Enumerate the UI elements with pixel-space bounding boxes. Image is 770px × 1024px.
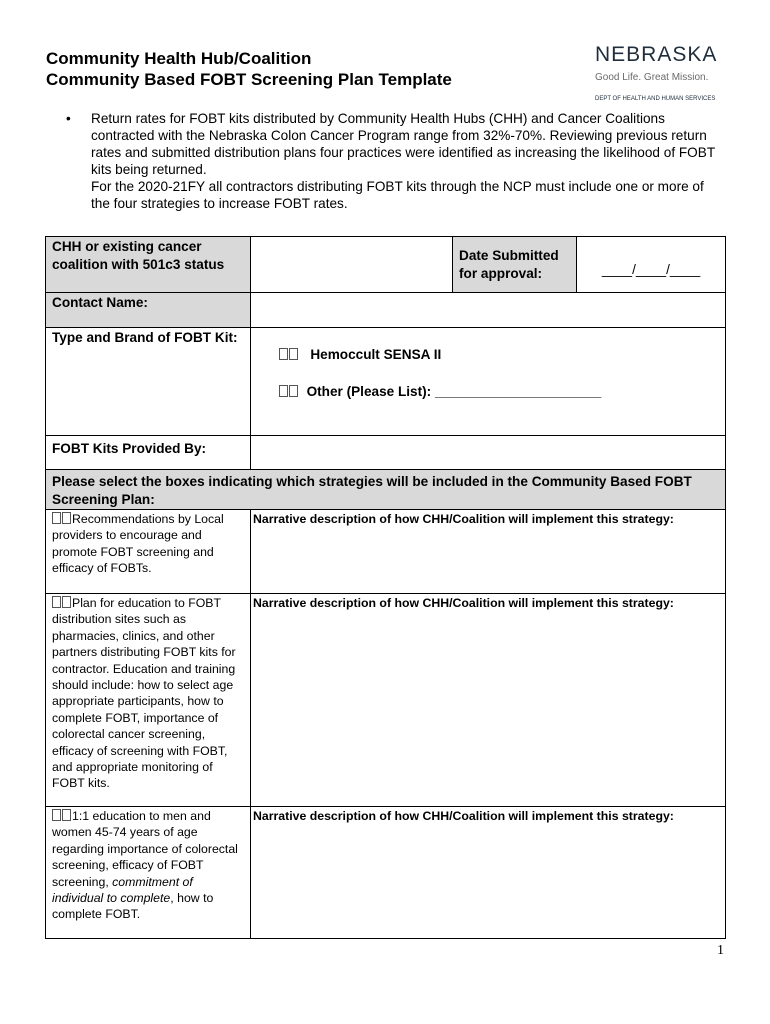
logo-department: DEPT OF HEALTH AND HUMAN SERVICES xyxy=(595,96,716,102)
strategy-row-3 xyxy=(46,807,726,939)
kit-option-2-label: Other (Please List): ______________________ xyxy=(306,384,602,399)
contact-name-field[interactable] xyxy=(251,293,726,328)
chh-name-field[interactable] xyxy=(251,237,453,293)
checkbox-icon xyxy=(289,348,298,360)
checkbox-icon[interactable] xyxy=(279,348,288,360)
checkbox-icon xyxy=(62,809,71,821)
kit-option-hemoccult[interactable] xyxy=(279,346,719,364)
strategy-3-text-b: , how to complete FOBT. xyxy=(52,891,214,922)
date-submitted-field[interactable]: ____/____/____ xyxy=(577,237,726,293)
strategy-2-text: Plan for education to FOBT distribution sites such as pharmacies, clinics, and other partners distributing FOBT kits for contractor. Education and training should include: how to select age appropriate participants, how to complete FOBT, importance of colorectal cancer screening, efficacy of screening with FOBT, and appropriate monitoring of FOBT kits. xyxy=(52,596,236,791)
checkbox-icon xyxy=(62,512,71,524)
strategy-2-narrative[interactable]: Narrative description of how CHH/Coalition will implement this strategy: xyxy=(251,594,726,807)
kit-type-row xyxy=(46,328,726,436)
intro-paragraph-1: Return rates for FOBT kits distributed by Community Health Hubs (CHH) and Cancer Coalitions contracted with the Nebraska Colon Cancer Program range from 32%-70%. Reviewing previous return rates and submitted distribution plans four practices were identified as increasing the likelihood of FOBT kits being returned. xyxy=(91,111,715,177)
chh-row xyxy=(46,237,726,293)
strategy-3-narrative[interactable]: Narrative description of how CHH/Coalition will implement this strategy: xyxy=(251,807,726,939)
page-number: 1 xyxy=(717,943,724,958)
checkbox-icon[interactable] xyxy=(52,809,61,821)
strategy-1-cell[interactable] xyxy=(46,510,251,594)
strategy-3-cell[interactable] xyxy=(46,807,251,939)
bullet-icon: • xyxy=(66,111,71,126)
strategies-header: Please select the boxes indicating which strategies will be included in the Community Based FOBT Screening Plan: xyxy=(46,470,726,510)
kit-option-other[interactable] xyxy=(279,383,719,401)
checkbox-icon[interactable] xyxy=(279,385,288,397)
provided-by-label: FOBT Kits Provided By: xyxy=(46,436,251,470)
kit-type-label: Type and Brand of FOBT Kit: xyxy=(46,328,251,436)
title-line-1: Community Health Hub/Coalition xyxy=(46,49,312,68)
screening-plan-table xyxy=(45,236,726,939)
strategy-row-2 xyxy=(46,594,726,807)
logo-tagline: Good Life. Great Mission. xyxy=(595,72,709,83)
checkbox-icon xyxy=(289,385,298,397)
logo-wordmark: NEBRASKA xyxy=(595,43,718,66)
strategy-3-text-a: 1:1 education to men and women 45-74 years of age regarding importance of colorectal screening, efficacy of FOBT screening, xyxy=(52,809,238,889)
nebraska-dhhs-logo xyxy=(595,44,725,103)
title-line-2: Community Based FOBT Screening Plan Template xyxy=(46,70,452,89)
checkbox-icon[interactable] xyxy=(52,596,61,608)
checkbox-icon xyxy=(62,596,71,608)
kit-options-cell xyxy=(251,328,726,436)
contact-row xyxy=(46,293,726,328)
contact-name-label: Contact Name: xyxy=(46,293,251,328)
strategy-row-1 xyxy=(46,510,726,594)
page-title xyxy=(46,48,452,90)
intro-paragraph-2: For the 2020-21FY all contractors distributing FOBT kits through the NCP must include one or more of the four strategies to increase FOBT rates. xyxy=(91,179,704,211)
strategy-1-text: Recommendations by Local providers to encourage and promote FOBT screening and efficacy of FOBTs. xyxy=(52,512,224,576)
checkbox-icon[interactable] xyxy=(52,512,61,524)
strategy-1-narrative[interactable]: Narrative description of how CHH/Coalition will implement this strategy: xyxy=(251,510,726,594)
strategy-3-text-italic: commitment of individual to complete xyxy=(52,874,193,906)
intro-bullet xyxy=(66,110,726,212)
date-submitted-label: Date Submitted for approval: xyxy=(453,237,577,293)
strategy-2-cell[interactable] xyxy=(46,594,251,807)
chh-label: CHH or existing cancer coalition with 501c3 status xyxy=(46,237,251,293)
kit-option-1-label: Hemoccult SENSA II xyxy=(310,347,442,362)
provided-by-row xyxy=(46,436,726,470)
provided-by-field[interactable] xyxy=(251,436,726,470)
strategies-header-row xyxy=(46,470,726,510)
